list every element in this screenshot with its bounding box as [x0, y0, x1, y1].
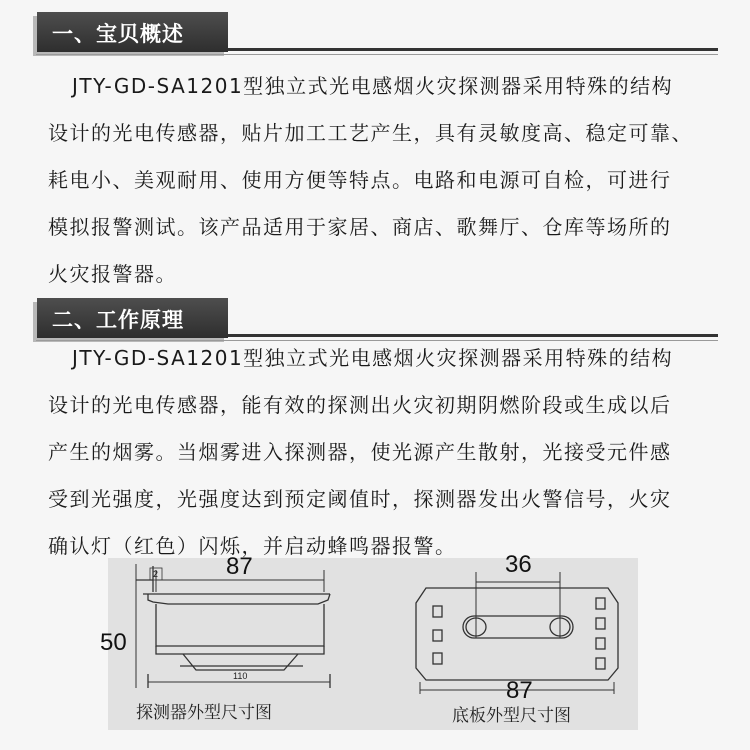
principle-paragraph [48, 335, 708, 570]
paragraph-line: 模拟报警测试。该产品适用于家居、商店、歌舞厅、仓库等场所的 [48, 215, 672, 239]
paragraph-line: 产生的烟雾。当烟雾进入探测器，使光源产生散射，光接受元件感 [48, 440, 672, 464]
base-caption: 底板外型尺寸图 [452, 706, 571, 726]
detector-bottom-label: 110 [233, 671, 248, 681]
base-width-label: 87 [506, 677, 533, 704]
section-header-overview [0, 10, 750, 62]
paragraph-line: 确认灯（红色）闪烁，并启动蜂鸣器报警。 [48, 534, 457, 558]
paragraph-line: 受到光强度，光强度达到预定阈值时，探测器发出火警信号，火灾 [48, 487, 672, 511]
overview-paragraph [48, 63, 708, 298]
paragraph-line: 设计的光电传感器，能有效的探测出火灾初期阴燃阶段或生成以后 [48, 393, 672, 417]
detector-height-label: 50 [100, 629, 127, 656]
base-outline [416, 588, 618, 680]
paragraph-line: 耗电小、美观耐用、使用方便等特点。电路和电源可自检，可进行 [48, 168, 672, 192]
paragraph-line: 设计的光电传感器，贴片加工工艺产生，具有灵敏度高、稳定可靠、 [48, 121, 693, 145]
base-hole-dimension [476, 572, 560, 638]
dimension-drawing [100, 551, 638, 730]
detector-width-label: 87 [226, 553, 253, 580]
detector-outline [136, 566, 330, 688]
base-hole-label: 36 [505, 551, 532, 578]
paragraph-line: JTY-GD-SA1201型独立式光电感烟火灾探测器采用特殊的结构 [72, 74, 674, 98]
section-title: 一、宝贝概述 [52, 22, 184, 46]
header-rule [228, 48, 718, 51]
header-rule-thin [36, 54, 718, 55]
detector-offset-label: 2 [153, 569, 159, 579]
paragraph-line: 火灾报警器。 [48, 262, 177, 286]
dimension-drawing-svg [100, 551, 638, 730]
detector-caption: 探测器外型尺寸图 [136, 703, 272, 723]
paragraph-line: JTY-GD-SA1201型独立式光电感烟火灾探测器采用特殊的结构 [72, 346, 674, 370]
section-title: 二、工作原理 [52, 308, 184, 332]
